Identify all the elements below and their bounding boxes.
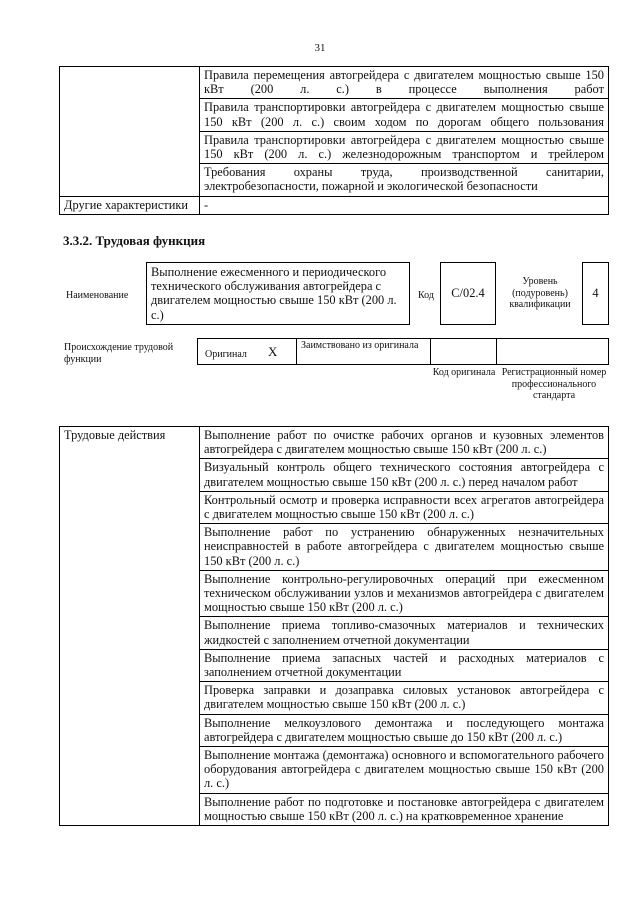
original-mark: X	[268, 344, 278, 359]
labor-action-item: Визуальный контроль общего технического состояния автогрейдера с двигателем мощностью свыше 150 кВт (200 л. с.) перед началом работ	[200, 459, 609, 491]
original-label: Оригинал	[205, 349, 247, 360]
qualification-level: 4	[582, 262, 609, 325]
level-label: Уровень (подуровень) квалификации	[509, 276, 571, 310]
labor-actions-table	[59, 426, 609, 826]
labor-action-item: Контрольный осмотр и проверка исправности всех агрегатов автогрейдера с двигателем мощностью свыше 150 кВт (200 л. с.)	[200, 491, 609, 523]
table-cell: Правила перемещения автогрейдера с двигателем мощностью свыше 150 кВт (200 л. с.) в процессе выполнения работ	[200, 67, 609, 99]
function-name: Выполнение ежесменного и периодического технического обслуживания автогрейдера с двигателем мощностью свыше 150 кВт (200 л. с.)	[146, 262, 410, 325]
other-characteristics-label: Другие характеристики	[60, 196, 200, 214]
table-cell: Правила транспортировки автогрейдера с двигателем мощностью свыше 150 кВт (200 л. с.) своим ходом по дорогам общего пользования	[200, 99, 609, 131]
registration-caption: Регистрационный номер профессионального стандарта	[501, 367, 607, 401]
table-cell: Правила транспортировки автогрейдера с двигателем мощностью свыше 150 кВт (200 л. с.) железнодорожным транспортом и трейлером	[200, 131, 609, 163]
table-row	[60, 427, 609, 459]
origin-row	[197, 338, 609, 365]
table-row	[60, 196, 609, 214]
labor-action-item: Выполнение монтажа (демонтажа) основного и вспомогательного рабочего оборудования автогрейдера с двигателем мощностью свыше 150 кВт (200 л. с.)	[200, 747, 609, 794]
table-row	[60, 67, 609, 99]
labor-action-item: Выполнение приема топливо-смазочных материалов и технических жидкостей с заполнением отчетной документации	[200, 617, 609, 649]
labor-actions-label: Трудовые действия	[60, 427, 200, 826]
name-label: Наименование	[66, 290, 129, 301]
labor-action-item: Выполнение контрольно-регулировочных операций при ежесменном техническом обслуживании узлов и механизмов автогрейдера с двигателем мощностью свыше 150 кВт (200 л. с.)	[200, 570, 609, 617]
empty-label-cell	[60, 67, 200, 197]
origin-label: Происхождение трудовой функции	[64, 342, 174, 365]
divider	[496, 338, 497, 365]
table-cell: Требования охраны труда, производственной санитарии, электробезопасности, пожарной и экологической безопасности	[200, 164, 609, 196]
labor-action-item: Выполнение приема запасных частей и расходных материалов с заполнением отчетной документации	[200, 649, 609, 681]
divider	[430, 338, 431, 365]
borrowed-label: Заимствовано из оригинала	[301, 340, 419, 351]
labor-action-item: Выполнение работ по подготовке и постановке автогрейдера с двигателем мощностью свыше 150 кВт (200 л. с.) на кратковременное хранение	[200, 793, 609, 825]
labor-action-item: Проверка заправки и дозаправка силовых установок автогрейдера с двигателем мощностью свыше 150 кВт (200 л. с.)	[200, 682, 609, 714]
other-characteristics-value: -	[200, 196, 609, 214]
code-caption: Код оригинала	[432, 367, 496, 378]
function-code: C/02.4	[440, 262, 496, 325]
divider	[296, 338, 297, 365]
page-number: 31	[314, 42, 326, 54]
labor-action-item: Выполнение мелкоузлового демонтажа и последующего монтажа автогрейдера с двигателем мощностью свыше до 150 кВт (200 л. с.)	[200, 714, 609, 746]
knowledge-table	[59, 66, 609, 215]
section-heading: 3.3.2. Трудовая функция	[63, 233, 206, 248]
code-label: Код	[418, 290, 434, 301]
labor-action-item: Выполнение работ по очистке рабочих органов и кузовных элементов автогрейдера с двигателем мощностью свыше 150 кВт (200 л. с.)	[200, 427, 609, 459]
labor-action-item: Выполнение работ по устранению обнаруженных незначительных неисправностей в работе автогрейдера с двигателем мощностью свыше 150 кВт (200 л. с.)	[200, 524, 609, 571]
